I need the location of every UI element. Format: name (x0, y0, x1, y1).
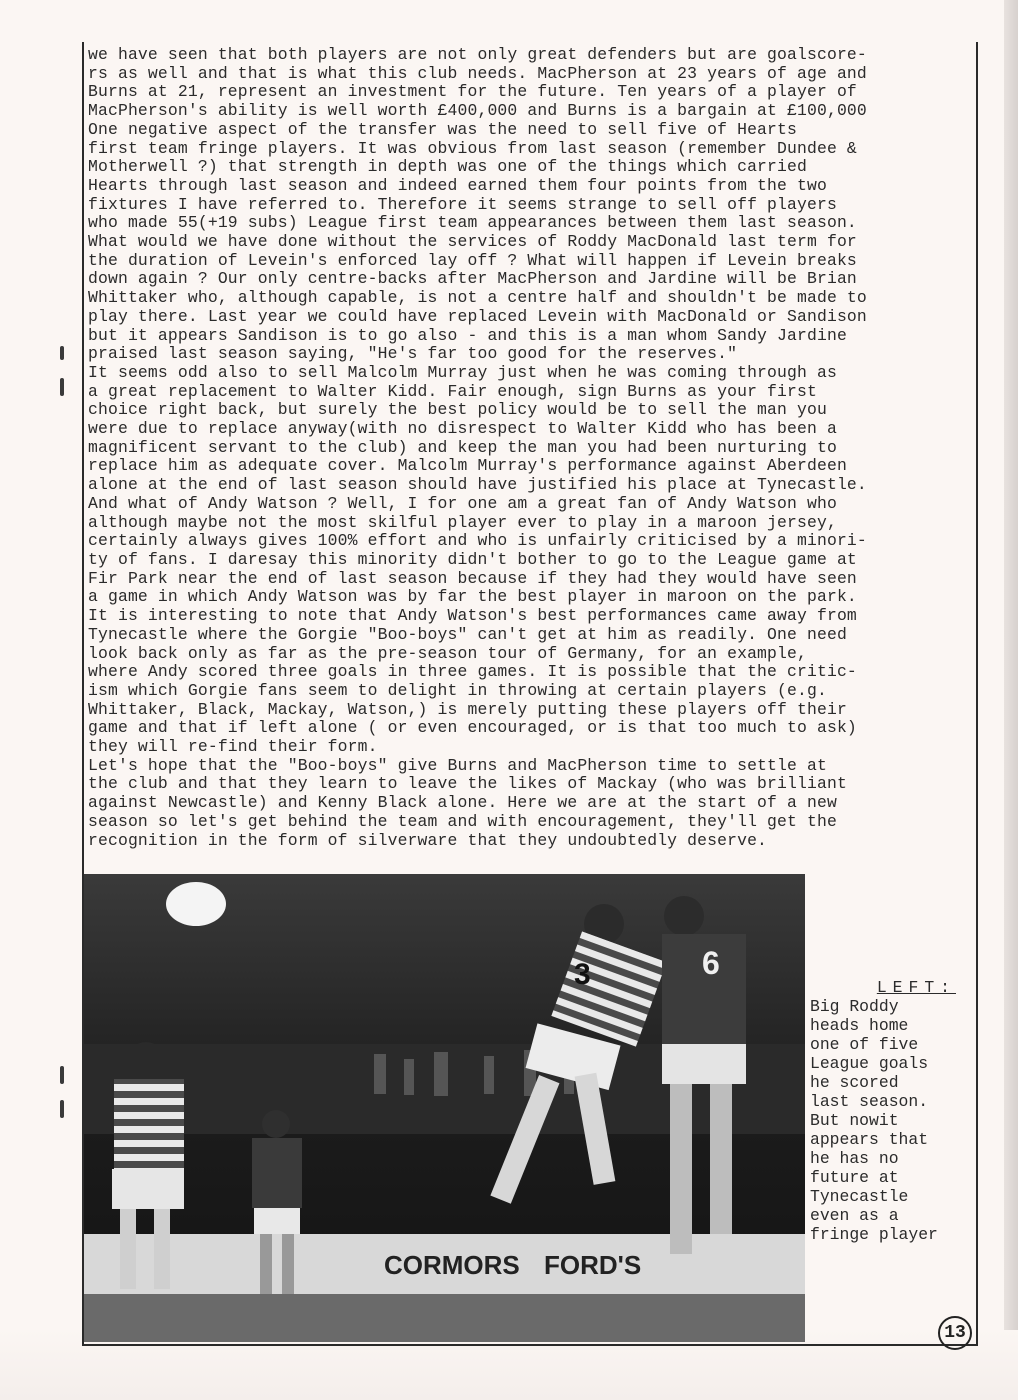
page-number: 13 (938, 1316, 972, 1350)
article-line: rs as well and that is what this club needs. MacPherson at 23 years of age and (88, 63, 867, 83)
article-line: a great replacement to Walter Kidd. Fair enough, sign Burns as your first (88, 381, 817, 401)
caption-text: Big Roddy heads home one of five League goals he scored last season. But nowit appears that he has no future at Tynecastle even as a fringe player (810, 997, 938, 1244)
article-line: One negative aspect of the transfer was the need to sell five of Hearts (88, 119, 798, 139)
margin-mark (60, 1066, 64, 1084)
article-line: where Andy scored three goals in three games. It is possible that the critic- (88, 662, 857, 682)
article-line: Fir Park near the end of last season because if they had they would have seen (88, 568, 857, 588)
shirt-number-6: 6 (702, 945, 720, 981)
article-line: It is interesting to note that Andy Watson's best performances came away from (88, 606, 857, 626)
article-line: Let's hope that the "Boo-boys" give Burns and MacPherson time to settle at (88, 755, 827, 775)
article-line: fixtures I have referred to. Therefore it seems strange to sell off players (88, 194, 837, 214)
article-line: Whittaker, Black, Mackay, Watson,) is merely putting these players off their (88, 699, 847, 719)
match-photo (84, 874, 805, 1342)
photo-caption (810, 978, 970, 1244)
article-line: Tynecastle where the Gorgie "Boo-boys" can't get at him as readily. One need (88, 624, 847, 644)
caption-heading: LEFT: (876, 978, 956, 997)
article-line: the duration of Levein's enforced lay off ? What will happen if Levein breaks (88, 250, 857, 270)
margin-mark (60, 378, 64, 396)
margin-mark (60, 346, 64, 360)
article-line: season so let's get behind the team and with encouragement, they'll get the (88, 811, 837, 831)
article-line: What would we have done without the services of Roddy MacDonald last term for (88, 232, 857, 252)
article-line: but it appears Sandison is to go also - and this is a man whom Sandy Jardine (88, 325, 847, 345)
hoarding-right: FORD'S (544, 1250, 642, 1280)
shirt-number-3: 3 (574, 958, 591, 991)
article-line: And what of Andy Watson ? Well, I for one am a great fan of Andy Watson who (88, 493, 837, 513)
article-line: recognition in the form of silverware that they undoubtedly deserve. (88, 830, 768, 850)
article-line: play there. Last year we could have replaced Levein with MacDonald or Sandison (88, 306, 867, 326)
article-line: replace him as adequate cover. Malcolm Murray's performance against Aberdeen (88, 456, 847, 476)
article-line: Hearts through last season and indeed earned them four points from the two (88, 175, 827, 195)
margin-mark (60, 1100, 64, 1118)
article-line: first team fringe players. It was obvious from last season (remember Dundee & (88, 138, 857, 158)
article-line: magnificent servant to the club) and keep the man you had been nurturing to (88, 437, 837, 457)
article-line: praised last season saying, "He's far too good for the reserves." (88, 344, 738, 364)
article-line: MacPherson's ability is well worth £400,000 and Burns is a bargain at £100,000 (88, 101, 867, 121)
article-line: alone at the end of last season should have justified his place at Tynecastle. (88, 475, 867, 495)
article-line: look back only as far as the pre-season tour of Germany, for an example, (88, 643, 807, 663)
article-line: who made 55(+19 subs) League first team appearances between them last season. (88, 213, 857, 233)
article-line: It seems odd also to sell Malcolm Murray just when he was coming through as (88, 362, 837, 382)
article-line: they will re-find their form. (88, 737, 378, 757)
article-line: ty of fans. I daresay this minority didn't bother to go to the League game at (88, 549, 857, 569)
article-line: down again ? Our only centre-backs after MacPherson and Jardine will be Brian (88, 269, 857, 289)
article-line: the club and that they learn to leave the likes of Mackay (who was brilliant (88, 774, 847, 794)
hoarding-left: CORMORS (384, 1250, 520, 1280)
article-line: a game in which Andy Watson was by far the best player in maroon on the park. (88, 587, 857, 607)
article-line: certainly always gives 100% effort and who is unfairly criticised by a minori- (88, 531, 867, 551)
article-line: were due to replace anyway(with no disrespect to Walter Kidd who has been a (88, 419, 837, 439)
article-body (88, 46, 974, 850)
article-line: against Newcastle) and Kenny Black alone. Here we are at the start of a new (88, 793, 837, 813)
article-line: ism which Gorgie fans seem to delight in throwing at certain players (e.g. (88, 680, 827, 700)
article-line: game and that if left alone ( or even encouraged, or is that too much to ask) (88, 718, 857, 738)
article-line: Burns at 21, represent an investment for the future. Ten years of a player of (88, 82, 857, 102)
article-line: Motherwell ?) that strength in depth was one of the things which carried (88, 157, 807, 177)
article-line: choice right back, but surely the best policy would be to sell the man you (88, 400, 827, 420)
ball (166, 882, 226, 926)
article-line: Whittaker who, although capable, is not a centre half and shouldn't be made to (88, 288, 867, 308)
article-line: we have seen that both players are not only great defenders but are goalscore- (88, 45, 867, 64)
article-line: although maybe not the most skilful player ever to play in a maroon jersey, (88, 512, 837, 532)
